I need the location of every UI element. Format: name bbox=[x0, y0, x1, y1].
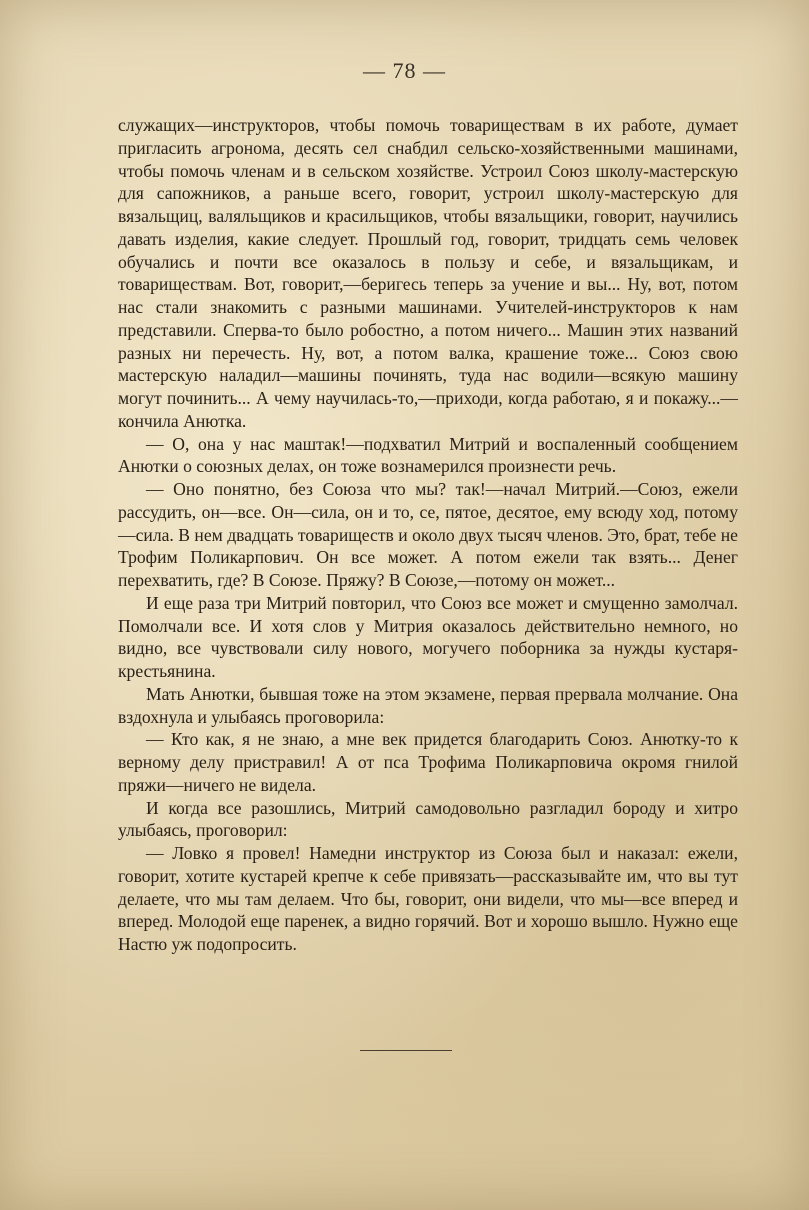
paragraph: — Ловко я провел! Намедни инструктор из Союза был и наказал: ежели, говорит, хотите кустарей крепче к себе привязать—рассказывайте им, что вы тут делаете, что мы там делаем. Что бы, говорит, они видели, что мы—все вперед и вперед. Молодой еще паренек, а видно горячий. Вот и хорошо вышло. Нужно еще Настю уж подопросить. bbox=[118, 843, 738, 954]
paragraph: И когда все разошлись, Митрий самодовольно разгладил бороду и хитро улыбаясь, проговорил: bbox=[118, 797, 738, 841]
page-number: — 78 — bbox=[363, 58, 446, 83]
paragraph: — Кто как, я не знаю, а мне век придется благодарить Союз. Анютку-то к верному делу пристравил! А от пса Трофима Поликарповича окромя гнилой пряжи—ничего не видела. bbox=[118, 729, 738, 795]
paragraph: — О, она у нас маштак!—подхватил Митрий и воспаленный сообщением Анютки о союзных делах, он тоже вознамерился произнести речь. bbox=[118, 433, 738, 477]
paragraph: И еще раза три Митрий повторил, что Союз все может и смущенно замолчал. Помолчали все. И хотя слов у Митрия оказалось действительно немного, но видно, все чувствовали силу нового, могучего поборника за нужды кустаря-крестьянина. bbox=[118, 592, 738, 681]
paragraph: Мать Анютки, бывшая тоже на этом экзамене, первая прервала молчание. Она вздохнула и улыбаясь проговорила: bbox=[118, 683, 738, 727]
page-body-text bbox=[118, 114, 738, 956]
paragraph: — Оно понятно, без Союза что мы? так!—начал Митрий.—Союз, ежели рассудить, он—все. Он—сила, он и то, се, пятое, десятое, ему всюду ход, потому—сила. В нем двадцать товариществ и около двух тысяч членов. Это, брат, тебе не Трофим Поликарпович. Он все может. А потом ежели так взять... Денег перехватить, где? В Союзе. Пряжу? В Союзе,—потому он может... bbox=[118, 479, 738, 590]
paragraph: служащих—инструкторов, чтобы помочь товариществам в их работе, думает пригласить агронома, десять сел снабдил сельско-хозяйственными машинами, чтобы помочь членам и в сельском хозяйстве. Устроил Союз школу-мастерскую для сапожников, а раньше всего, говорит, устроил школу-мастерскую для вязальщиц, валяльщиков и красильщиков, чтобы вязальщики, говорит, научились давать изделия, какие следует. Прошлый год, говорит, тридцать семь человек обучались и почти все оказалось в пользу и себе, и вязальщикам, и товариществам. Вот, говорит,—беригесь теперь за учение и вы... Ну, вот, потом нас стали знакомить с разными машинами. Учителей-инструкторов к нам представили. Сперва-то было робостно, а потом ничего... Машин этих названий разных ни перечесть. Ну, вот, а потом валка, крашение тоже... Союз свою мастерскую наладил—машины починять, туда нас водили—всякую машину могут починить... А чему научилась-то,—приходи, когда работаю, я и покажу...—кончила Анютка. bbox=[118, 115, 738, 431]
section-end-rule bbox=[360, 1050, 452, 1051]
